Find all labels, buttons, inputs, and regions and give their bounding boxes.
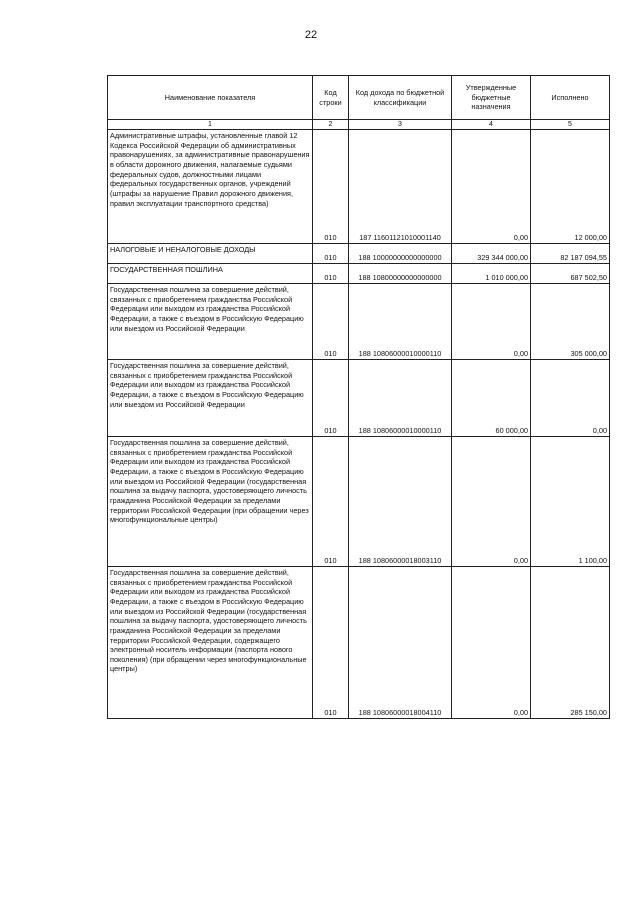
row-code: 010 (313, 130, 349, 244)
row-code: 010 (313, 264, 349, 284)
table-row (108, 437, 610, 567)
row-name: Государственная пошлина за совершение действий, связанных с приобретением гражданства Российской Федерации или выходом из гражданства Российской Федерации, а также с въездом в Российскую Федерацию или выездом из Российской Федерации (108, 284, 313, 360)
row-code: 010 (313, 244, 349, 264)
row-classification: 188 10806000018004110 (349, 567, 452, 719)
row-name: ГОСУДАРСТВЕННАЯ ПОШЛИНА (108, 264, 313, 284)
row-executed: 305 000,00 (531, 284, 610, 360)
table-row (108, 264, 610, 284)
row-executed: 687 502,50 (531, 264, 610, 284)
row-executed: 1 100,00 (531, 437, 610, 567)
header-line-code: Код строки (313, 76, 349, 120)
row-approved: 0,00 (452, 284, 531, 360)
header-income-code: Код дохода по бюджетной классификации (349, 76, 452, 120)
row-name: Государственная пошлина за совершение действий, связанных с приобретением гражданства Российской Федерации или выходом из гражданства Российской Федерации, а также с въездом в Российскую Федерацию или выездом из Российской Федерации (108, 360, 313, 437)
row-code: 010 (313, 567, 349, 719)
row-executed: 285 150,00 (531, 567, 610, 719)
row-code: 010 (313, 437, 349, 567)
row-approved: 0,00 (452, 567, 531, 719)
row-name: НАЛОГОВЫЕ И НЕНАЛОГОВЫЕ ДОХОДЫ (108, 244, 313, 264)
row-approved: 60 000,00 (452, 360, 531, 437)
row-executed: 82 187 094,55 (531, 244, 610, 264)
row-approved: 329 344 000,00 (452, 244, 531, 264)
table-row (108, 130, 610, 244)
row-name: Административные штрафы, установленные главой 12 Кодекса Российской Федерации об административных правонарушениях, за административные правонарушения в области дорожного движения, налагаемые судьями федеральных судов, должностными лицами федеральных государственных органов, учреждений (штрафы за нарушение Правил дорожного движения, правил эксплуатации транспортного средства) (108, 130, 313, 244)
table-row (108, 360, 610, 437)
row-classification: 188 10806000010000110 (349, 284, 452, 360)
column-number: 4 (452, 120, 531, 130)
table-header-row (108, 76, 610, 120)
row-classification: 187 11601121010001140 (349, 130, 452, 244)
income-report-table (107, 75, 610, 719)
row-approved: 0,00 (452, 130, 531, 244)
row-classification: 188 10806000010000110 (349, 360, 452, 437)
column-number: 1 (108, 120, 313, 130)
row-executed: 0,00 (531, 360, 610, 437)
row-name: Государственная пошлина за совершение действий, связанных с приобретением гражданства Российской Федерации или выходом из гражданства Российской Федерации, а также с въездом в Российскую Федерацию или выездом из Российской Федерации (государственная пошлина за выдачу паспорта, удостоверяющего личность гражданина Российской Федерации за пределами территории Российской Федерации (при обращении через многофункциональные центры) (108, 437, 313, 567)
column-number: 5 (531, 120, 610, 130)
row-classification: 188 10000000000000000 (349, 244, 452, 264)
row-name: Государственная пошлина за совершение действий, связанных с приобретением гражданства Российской Федерации или выходом из гражданства Российской Федерации, а также с въездом в Российскую Федерацию или выездом из Российской Федерации (государственная пошлина за выдачу паспорта, удостоверяющего личность гражданина Российской Федерации за пределами территории Российской Федерации, содержащего электронный носитель информации (паспорта нового поколения) (при обращении через многофункциональные центры) (108, 567, 313, 719)
row-approved: 0,00 (452, 437, 531, 567)
table-row (108, 567, 610, 719)
row-classification: 188 10806000018003110 (349, 437, 452, 567)
column-number: 2 (313, 120, 349, 130)
header-approved: Утвержденные бюджетные назначения (452, 76, 531, 120)
table-row (108, 244, 610, 264)
column-number-row (108, 120, 610, 130)
row-classification: 188 10800000000000000 (349, 264, 452, 284)
row-code: 010 (313, 360, 349, 437)
header-indicator-name: Наименование показателя (108, 76, 313, 120)
page-number: 22 (304, 29, 318, 41)
header-executed: Исполнено (531, 76, 610, 120)
row-executed: 12 000,00 (531, 130, 610, 244)
column-number: 3 (349, 120, 452, 130)
table-row (108, 284, 610, 360)
row-code: 010 (313, 284, 349, 360)
row-approved: 1 010 000,00 (452, 264, 531, 284)
